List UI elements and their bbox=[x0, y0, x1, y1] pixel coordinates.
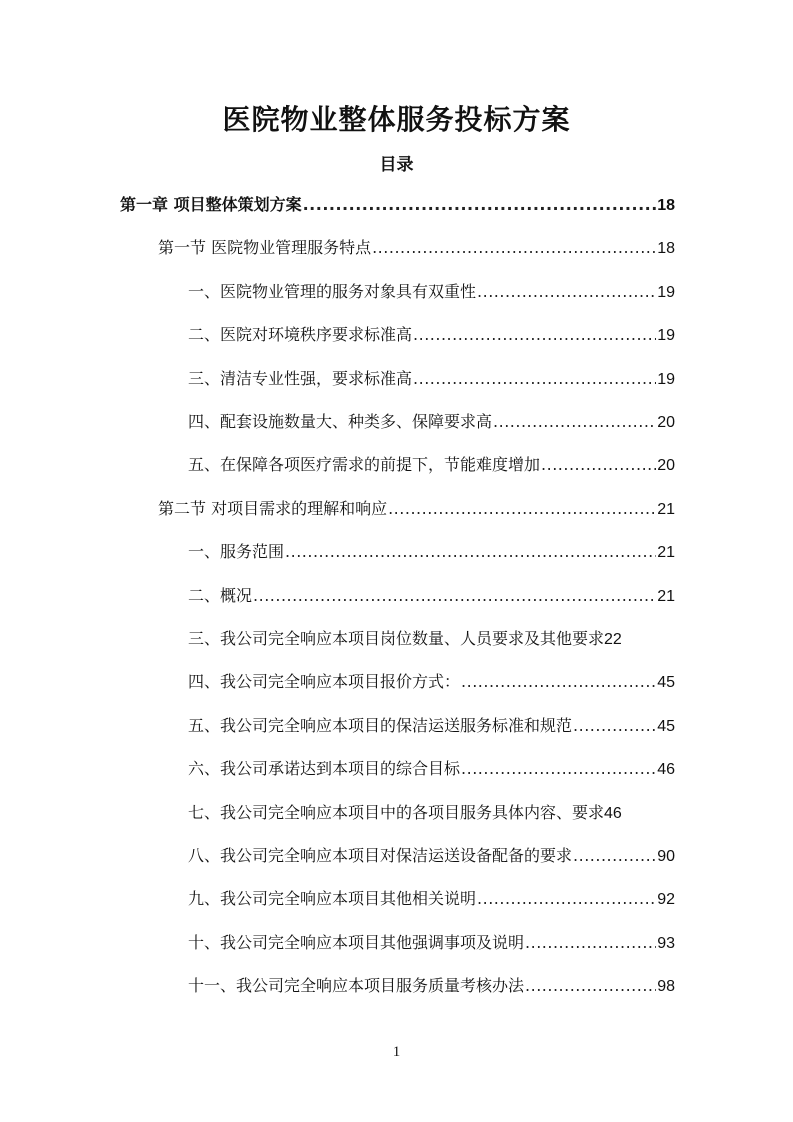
toc-dot-leader bbox=[477, 884, 656, 914]
toc-entry[interactable] bbox=[188, 841, 675, 871]
toc-entry-title: 一、服务范围 bbox=[188, 542, 285, 562]
toc-dot-leader bbox=[525, 928, 656, 958]
toc-dot-leader bbox=[253, 581, 656, 611]
toc-entry[interactable] bbox=[188, 364, 675, 394]
toc-entry[interactable] bbox=[188, 754, 675, 784]
toc-entry-page: 93 bbox=[657, 934, 675, 952]
toc-entry-title: 一、医院物业管理的服务对象具有双重性 bbox=[188, 281, 477, 301]
toc-entry[interactable] bbox=[188, 320, 675, 350]
toc-entry-page: 45 bbox=[657, 674, 675, 692]
toc-dot-leader bbox=[541, 450, 656, 480]
toc-entry-title: 二、概况 bbox=[188, 585, 253, 605]
toc-entry-title: 五、我公司完全响应本项目的保洁运送服务标准和规范 bbox=[188, 715, 573, 735]
toc-entry-page: 20 bbox=[657, 457, 675, 475]
toc-entry-title: 七、我公司完全响应本项目中的各项目服务具体内容、要求 bbox=[188, 802, 605, 822]
toc-entry-title: 四、我公司完全响应本项目报价方式： bbox=[188, 672, 461, 692]
toc-entry-title: 六、我公司承诺达到本项目的综合目标 bbox=[188, 759, 461, 779]
toc-entry[interactable] bbox=[158, 494, 675, 524]
toc-dot-leader bbox=[413, 364, 656, 394]
page-number: 1 bbox=[392, 1044, 401, 1060]
toc-dot-leader bbox=[525, 971, 656, 1001]
toc-entry[interactable] bbox=[188, 798, 675, 828]
toc-entry-page: 19 bbox=[657, 370, 675, 388]
toc-entry-page: 19 bbox=[657, 327, 675, 345]
toc-entry[interactable] bbox=[188, 624, 675, 654]
toc-dot-leader bbox=[477, 277, 656, 307]
toc-dot-leader bbox=[372, 233, 656, 263]
document-title: 医院物业整体服务投标方案 bbox=[222, 103, 571, 136]
toc-entry[interactable] bbox=[188, 277, 675, 307]
toc-entry-title: 十、我公司完全响应本项目其他强调事项及说明 bbox=[188, 932, 525, 952]
toc-dot-leader bbox=[493, 407, 656, 437]
toc-entry[interactable] bbox=[188, 450, 675, 480]
toc-entry-page: 18 bbox=[657, 240, 675, 258]
toc-entry[interactable] bbox=[188, 711, 675, 741]
toc-entry-page: 21 bbox=[657, 544, 675, 562]
toc-entry-title: 四、配套设施数量大、种类多、保障要求高 bbox=[188, 412, 493, 431]
toc-entry-page: 46 bbox=[657, 761, 675, 779]
toc-dot-leader bbox=[413, 320, 656, 350]
toc-dot-leader bbox=[285, 537, 656, 567]
toc-entry[interactable] bbox=[188, 928, 675, 958]
toc-entry-title: 第一章 项目整体策划方案 bbox=[120, 195, 302, 214]
toc-entry-page: 21 bbox=[657, 587, 675, 605]
toc-entry-title: 三、我公司完全响应本项目岗位数量、人员要求及其他要求 bbox=[188, 629, 605, 648]
toc-entry-page: 22 bbox=[604, 631, 622, 648]
toc-entry-page: 92 bbox=[657, 891, 675, 909]
toc-entry-title: 十一、我公司完全响应本项目服务质量考核办法 bbox=[188, 976, 525, 996]
toc-entry[interactable] bbox=[158, 233, 675, 263]
toc-heading: 目录 bbox=[379, 155, 414, 175]
toc-entry-page: 18 bbox=[657, 197, 675, 214]
toc-entry-page: 98 bbox=[657, 978, 675, 996]
toc-entry[interactable] bbox=[188, 884, 675, 914]
toc-entry-page: 46 bbox=[604, 804, 622, 822]
toc-entry-title: 五、在保障各项医疗需求的前提下，节能难度增加 bbox=[188, 455, 541, 475]
toc-entry[interactable] bbox=[120, 190, 675, 220]
toc-entry-page: 90 bbox=[657, 848, 675, 865]
toc-entry-page: 21 bbox=[657, 500, 675, 518]
toc-entry-page: 19 bbox=[657, 283, 675, 301]
toc-dot-leader bbox=[388, 494, 656, 524]
toc-entry-title: 三、清洁专业性强，要求标准高 bbox=[188, 368, 413, 388]
toc-entry[interactable] bbox=[188, 581, 675, 611]
toc-entry-page: 20 bbox=[657, 414, 675, 431]
toc-entry[interactable] bbox=[188, 667, 675, 697]
toc-entry-title: 二、医院对环境秩序要求标准高 bbox=[188, 325, 413, 345]
toc-dot-leader bbox=[573, 711, 656, 741]
toc-dot-leader bbox=[573, 841, 656, 871]
toc-entry-title: 第一节 医院物业管理服务特点 bbox=[158, 238, 372, 258]
toc-entry-title: 九、我公司完全响应本项目其他相关说明 bbox=[188, 889, 477, 909]
toc-entry-page: 45 bbox=[657, 717, 675, 735]
toc-entry[interactable] bbox=[188, 537, 675, 567]
toc-entry[interactable] bbox=[188, 971, 675, 1001]
toc-entry-title: 第二节 对项目需求的理解和响应 bbox=[158, 498, 388, 518]
toc-dot-leader bbox=[461, 754, 656, 784]
toc-dot-leader bbox=[461, 667, 656, 697]
toc-dot-leader bbox=[303, 190, 657, 220]
toc-entry[interactable] bbox=[188, 407, 675, 437]
toc-entry-title: 八、我公司完全响应本项目对保洁运送设备配备的要求 bbox=[188, 846, 573, 865]
